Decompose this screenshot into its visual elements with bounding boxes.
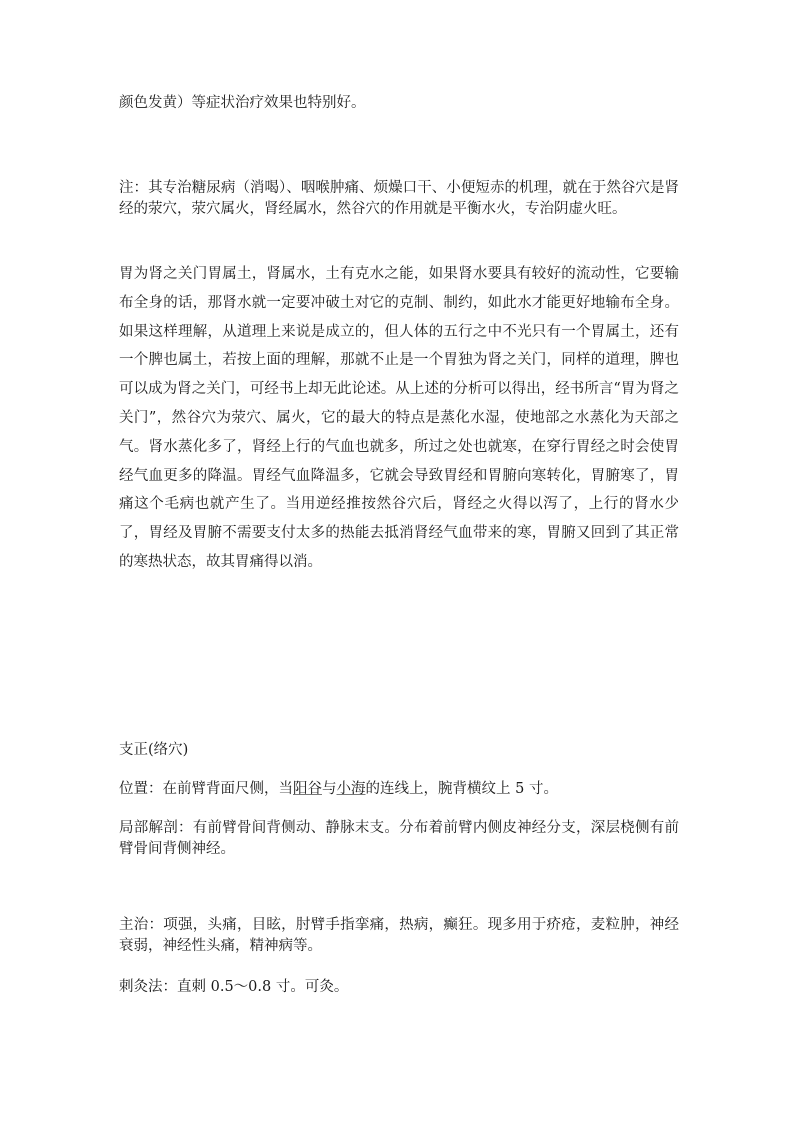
section-heading: 支正(络穴) [119,742,189,758]
position-paragraph [119,779,679,800]
link-xiaohai[interactable]: 小海 [336,781,366,797]
anatomy-paragraph: 局部解剖：有前臂骨间背侧动、静脉末支。分布着前臂内侧皮神经分支，深层桡侧有前臂骨间背侧神经。 [119,820,679,857]
position-suffix: 的连线上，腕背横纹上 5 寸。 [365,781,558,797]
acupuncture-paragraph: 刺灸法：直刺 0.5～0.8 寸。可灸。 [119,979,349,995]
text-line-top: 颜色发黄）等症状治疗效果也特别好。 [119,95,366,111]
position-mid: 与 [322,781,337,797]
link-yanggu[interactable]: 阳谷 [293,781,322,797]
main-paragraph: 胃为肾之关门胃属土，肾属水，土有克水之能，如果肾水要具有较好的流动性，它要输布全身的话，那肾水就一定要冲破土对它的克制、制约，如此水才能更好地输布全身。如果这样理解，从道理上来说是成立的，但人体的五行之中不光只有一个胃属土，还有一个脾也属土，若按上面的理解，那就不止是一个胃独为肾之关门，同样的道理，脾也可以成为肾之关门，可经书上却无此论述。从上述的分析可以得出，经书所言“胃为肾之关门”，然谷穴为荥穴、属火，它的最大的特点是蒸化水湿，使地部之水蒸化为天部之气。肾水蒸化多了，肾经上行的气血也就多，所过之处也就寒，在穿行胃经之时会使胃经气血更多的降温。胃经气血降温多，它就会导致胃经和胃腑向寒转化，胃腑寒了，胃痛这个毛病也就产生了。当用逆经推按然谷穴后，肾经之火得以泻了，上行的肾水少了，胃经及胃腑不需要支付太多的热能去抵消肾经气血带来的寒，胃腑又回到了其正常的寒热状态，故其胃痛得以消。 [119,266,679,570]
note-paragraph: 注：其专治糖尿病（消喝）、咽喉肿痛、烦燥口干、小便短赤的机理，就在于然谷穴是肾经的荥穴，荥穴属火，肾经属水，然谷穴的作用就是平衡水火，专治阴虚火旺。 [119,180,679,217]
indications-paragraph: 主治：项强，头痛，目眩，肘臂手指挛痛，热病，癫狂。现多用于疥疮，麦粒肿，神经衰弱，神经性头痛，精神病等。 [119,917,679,954]
position-prefix: 位置：在前臂背面尺侧，当 [119,781,293,797]
